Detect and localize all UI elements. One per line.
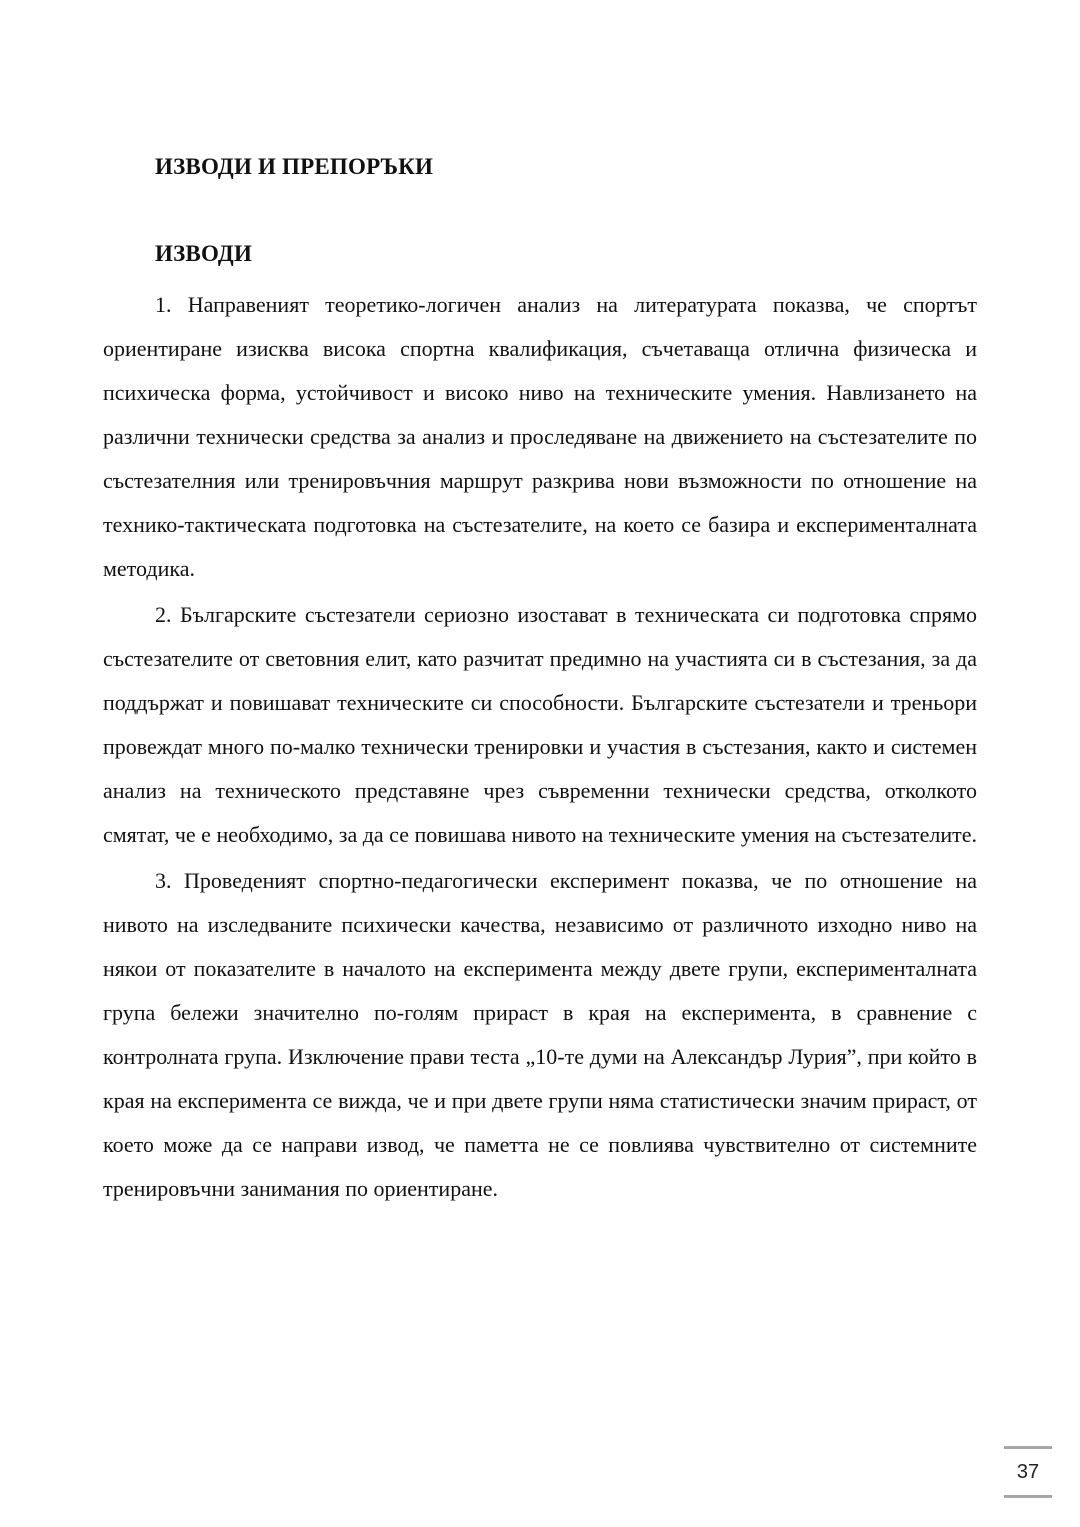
body-text — [103, 283, 977, 1211]
subsection-heading: ИЗВОДИ — [155, 241, 253, 266]
page-number: 37 — [1004, 1446, 1052, 1498]
section-heading: ИЗВОДИ И ПРЕПОРЪКИ — [155, 154, 434, 179]
paragraph-3: 3. Проведеният спортно-педагогически експеримент показва, че по отношение на нивото на изследваните психически качества, независимо от различното изходно ниво на някои от показателите в началото на експеримента между двете групи, експерименталната група бележи значително по-голям прираст в края на експеримента, в сравнение с контролната група. Изключение прави теста „10-те думи на Александър Лурия”, при който в края на експеримента се вижда, че и при двете групи няма статистически значим прираст, от което може да се направи извод, че паметта не се повлиява чувствително от системните тренировъчни занимания по ориентиране. — [103, 868, 977, 1201]
paragraph-1: 1. Направеният теоретико-логичен анализ на литературата показва, че спортът ориентиране изисква висока спортна квалификация, съчетаваща отлична физическа и психическа форма, устойчивост и високо ниво на техническите умения. Навлизането на различни технически средства за анализ и проследяване на движението на състезателите по състезателния или тренировъчния маршрут разкрива нови възможности по отношение на технико-тактическата подготовка на състезателите, на което се базира и експерименталната методика. — [103, 292, 977, 581]
paragraph-2: 2. Българските състезатели сериозно изостават в техническата си подготовка спрямо състезателите от световния елит, като разчитат предимно на участията си в състезания, за да поддържат и повишават техническите си способности. Българските състезатели и треньори провеждат много по-малко технически тренировки и участия в състезания, както и системен анализ на техническото представяне чрез съвременни технически средства, отколкото смятат, че е необходимо, за да се повишава нивото на техническите умения на състезателите. — [103, 602, 977, 847]
